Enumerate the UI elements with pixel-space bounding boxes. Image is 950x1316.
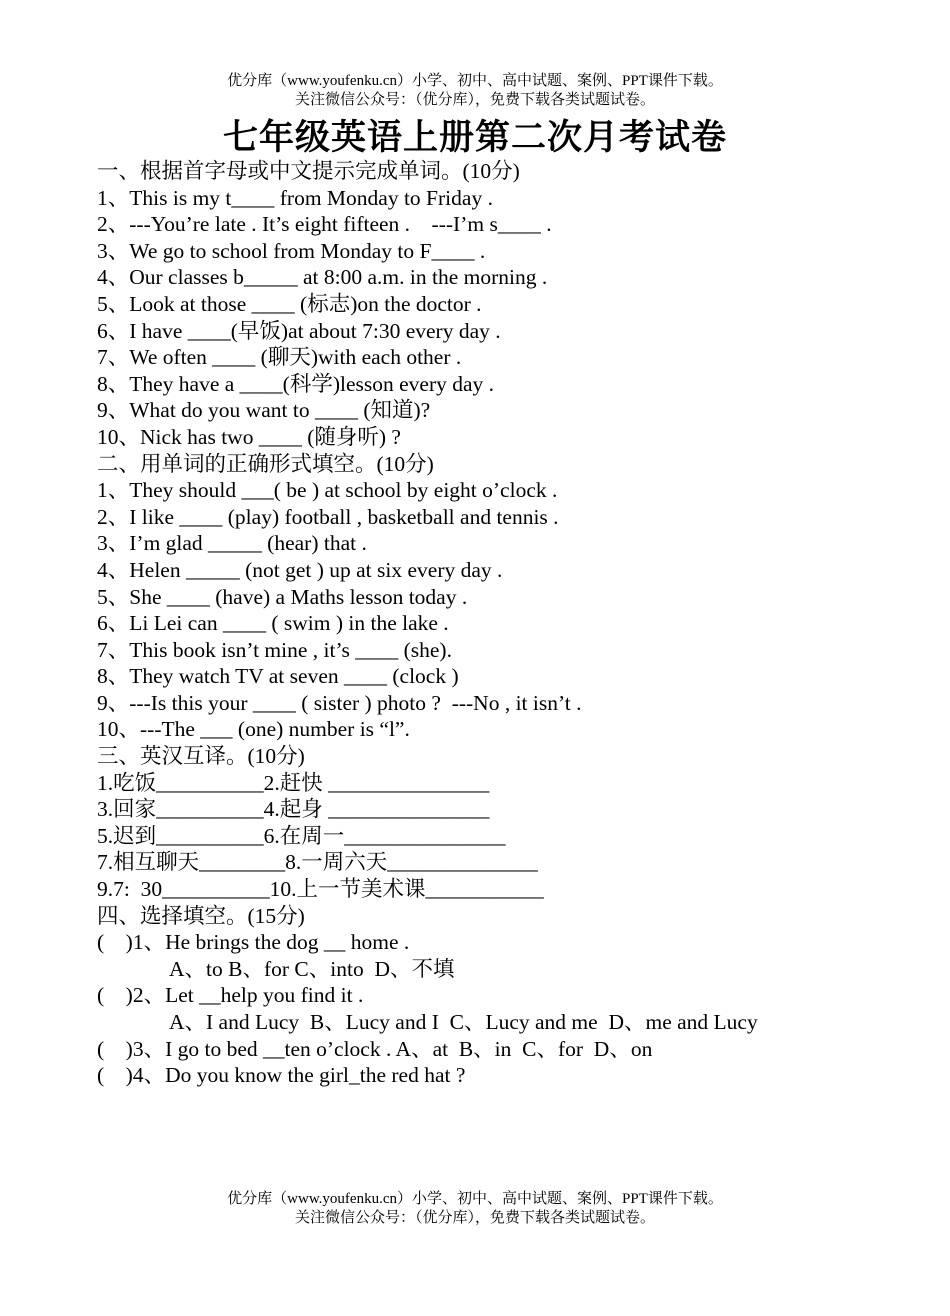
page-footer	[0, 1190, 950, 1228]
translation-line: 7.相互聊天________8.一周六天______________	[97, 850, 538, 875]
translation-line: 5.迟到__________6.在周一_______________	[97, 823, 506, 848]
choice-question: ( )4、Do you know the girl_the red hat ?	[97, 1063, 466, 1088]
question-line: 3、We go to school from Monday to F____ .	[97, 238, 486, 263]
choice-question: ( )1、He brings the dog __ home .	[97, 930, 410, 955]
header-line-2: 关注微信公众号：（优分库），免费下载各类试题试卷。	[294, 92, 655, 108]
question-line: 9、---Is this your ____ ( sister ) photo ? ---No , it isn’t .	[97, 690, 582, 715]
question-line: 1、This is my t____ from Monday to Friday .	[97, 185, 493, 210]
section-3-heading: 三、英汉互译。(10分)	[97, 744, 305, 769]
question-line: 1、They should ___( be ) at school by eight o’clock .	[97, 478, 558, 503]
question-line: 6、I have ____(早饭)at about 7:30 every day .	[97, 318, 501, 343]
translation-line: 3.回家__________4.起身 _______________	[97, 797, 490, 822]
question-line: 9、What do you want to ____ (知道)?	[97, 398, 431, 423]
exam-body	[97, 158, 937, 1089]
question-line: 7、We often ____ (聊天)with each other .	[97, 345, 462, 370]
page-header	[0, 72, 950, 110]
question-line: 10、Nick has two ____ (随身听) ?	[97, 424, 401, 449]
question-line: 4、Helen _____ (not get ) up at six every day .	[97, 557, 503, 582]
choice-options: A、to B、for C、into D、不填	[169, 956, 455, 981]
section-4-heading: 四、选择填空。(15分)	[97, 903, 305, 928]
choice-question: ( )3、I go to bed __ten o’clock . A、at B、in C、for D、on	[97, 1036, 653, 1061]
section-1-heading: 一、根据首字母或中文提示完成单词。(10分)	[97, 159, 520, 183]
footer-line-1: 优分库（www.youfenku.cn）小学、初中、高中试题、案例、PPT课件下载。	[227, 1191, 723, 1207]
question-line: 8、They watch TV at seven ____ (clock )	[97, 664, 459, 689]
translation-line: 1.吃饭__________2.赶快 _______________	[97, 770, 490, 795]
question-line: 5、She ____ (have) a Maths lesson today .	[97, 584, 468, 609]
question-line: 5、Look at those ____ (标志)on the doctor .	[97, 291, 482, 316]
page-title: 七年级英语上册第二次月考试卷	[222, 118, 727, 157]
question-line: 3、I’m glad _____ (hear) that .	[97, 531, 367, 556]
footer-line-2: 关注微信公众号：（优分库），免费下载各类试题试卷。	[294, 1210, 655, 1226]
choice-options: A、I and Lucy B、Lucy and I C、Lucy and me D、me and Lucy	[169, 1010, 758, 1034]
section-2-heading: 二、用单词的正确形式填空。(10分)	[97, 451, 434, 476]
question-line: 7、This book isn’t mine , it’s ____ (she).	[97, 637, 452, 662]
translation-line: 9.7: 30__________10.上一节美术课___________	[97, 877, 544, 902]
choice-question: ( )2、Let __help you find it .	[97, 983, 364, 1008]
header-line-1: 优分库（www.youfenku.cn）小学、初中、高中试题、案例、PPT课件下载。	[227, 73, 723, 89]
question-line: 10、---The ___ (one) number is “l”.	[97, 717, 410, 742]
question-line: 8、They have a ____(科学)lesson every day .	[97, 371, 495, 396]
question-line: 4、Our classes b_____ at 8:00 a.m. in the morning .	[97, 265, 548, 290]
question-line: 6、Li Lei can ____ ( swim ) in the lake .	[97, 611, 449, 636]
question-line: 2、I like ____ (play) football , basketball and tennis .	[97, 504, 559, 529]
question-line: 2、---You’re late . It’s eight fifteen . ---I’m s____ .	[97, 212, 552, 237]
